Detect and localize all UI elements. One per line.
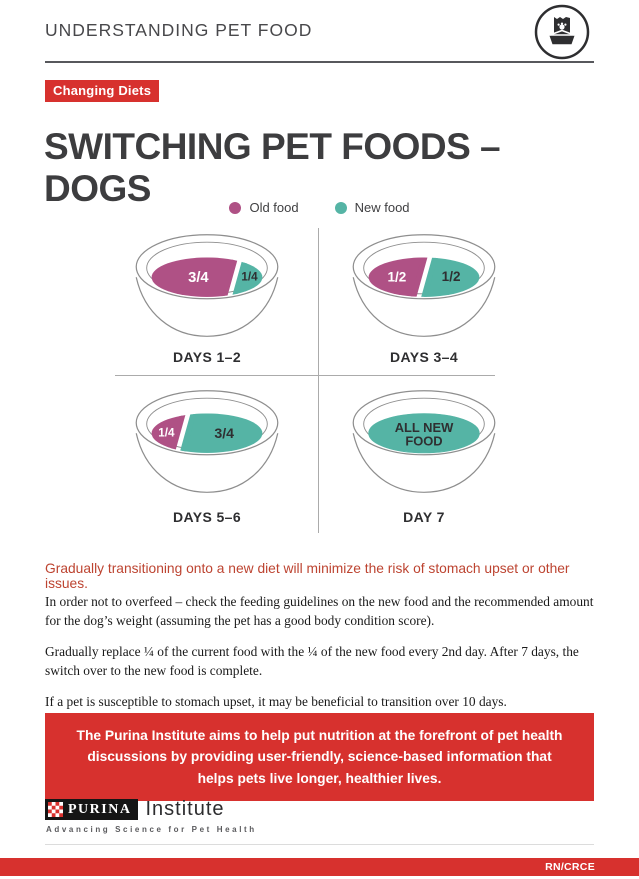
bottom-red-bar <box>0 858 639 876</box>
purina-logo-box <box>45 799 138 820</box>
header-divider <box>45 61 594 63</box>
paragraph: In order not to overfeed – check the feeding guidelines on the new food and the recommended amount for the dog’s weight (assuming the pet has a good body condition score). <box>45 594 594 629</box>
purina-institute-callout: The Purina Institute aims to help put nutrition at the forefront of pet health discussions by providing user-friendly, science-based information that helps pets live longer, healthier lives. <box>45 713 594 801</box>
bowl-diagram-days-5-6 <box>127 390 287 498</box>
portion-text-line: ALL NEW <box>394 420 454 435</box>
page-header-title: UNDERSTANDING PET FOOD <box>45 20 313 40</box>
pet-food-bag-and-bowl-icon <box>534 4 590 60</box>
footer-divider <box>45 844 594 845</box>
brand-word: Institute <box>145 798 225 820</box>
document-code: RN/CRCE <box>545 861 595 873</box>
legend-label: New food <box>354 200 410 215</box>
portion-fraction: 1/4 <box>241 270 258 284</box>
body-paragraphs <box>45 592 594 723</box>
paragraph: If a pet is susceptible to stomach upset, it may be beneficial to transition over 10 days. <box>45 694 507 710</box>
diagram-horizontal-divider <box>115 375 495 376</box>
transition-diagram <box>0 225 639 537</box>
legend <box>0 200 639 215</box>
purina-checkerboard-icon <box>48 802 63 817</box>
paragraph: Gradually replace ¼ of the current food with the ¼ of the new food every 2nd day. After 7 days, the switch over to the new food is complete. <box>45 644 579 679</box>
lead-sentence: Gradually transitioning onto a new diet will minimize the risk of stomach upset or other issues. <box>45 561 570 591</box>
diagram-vertical-divider <box>318 228 319 533</box>
portion-fraction: 3/4 <box>188 270 209 287</box>
bowl-label: DAYS 1–2 <box>172 349 242 365</box>
new-food-dot-icon <box>335 202 347 214</box>
bowl-diagram-days-3-4 <box>344 234 504 342</box>
section-badge: Changing Diets <box>45 80 159 102</box>
purina-institute-logo <box>45 798 225 821</box>
legend-label: Old food <box>249 200 299 215</box>
brand-tagline: Advancing Science for Pet Health <box>46 825 257 834</box>
old-food-dot-icon <box>229 202 241 214</box>
bowl-label: DAYS 5–6 <box>172 509 242 525</box>
bowl-diagram-days-1-2 <box>127 234 287 342</box>
bowl-diagram-day-7 <box>344 390 504 498</box>
bowl-label: DAY 7 <box>403 509 445 525</box>
legend-item-new-food <box>335 200 410 215</box>
bowl-label: DAYS 3–4 <box>389 349 459 365</box>
portion-text-line: FOOD <box>405 433 443 449</box>
portion-fraction: 1/4 <box>158 426 175 440</box>
portion-fraction: 1/2 <box>441 268 461 284</box>
legend-item-old-food <box>229 200 298 215</box>
portion-fraction: 1/2 <box>387 269 407 285</box>
brand-name: PURINA <box>68 801 132 817</box>
portion-fraction: 3/4 <box>214 425 235 442</box>
page-title: SWITCHING PET FOODS – DOGS <box>44 126 501 209</box>
